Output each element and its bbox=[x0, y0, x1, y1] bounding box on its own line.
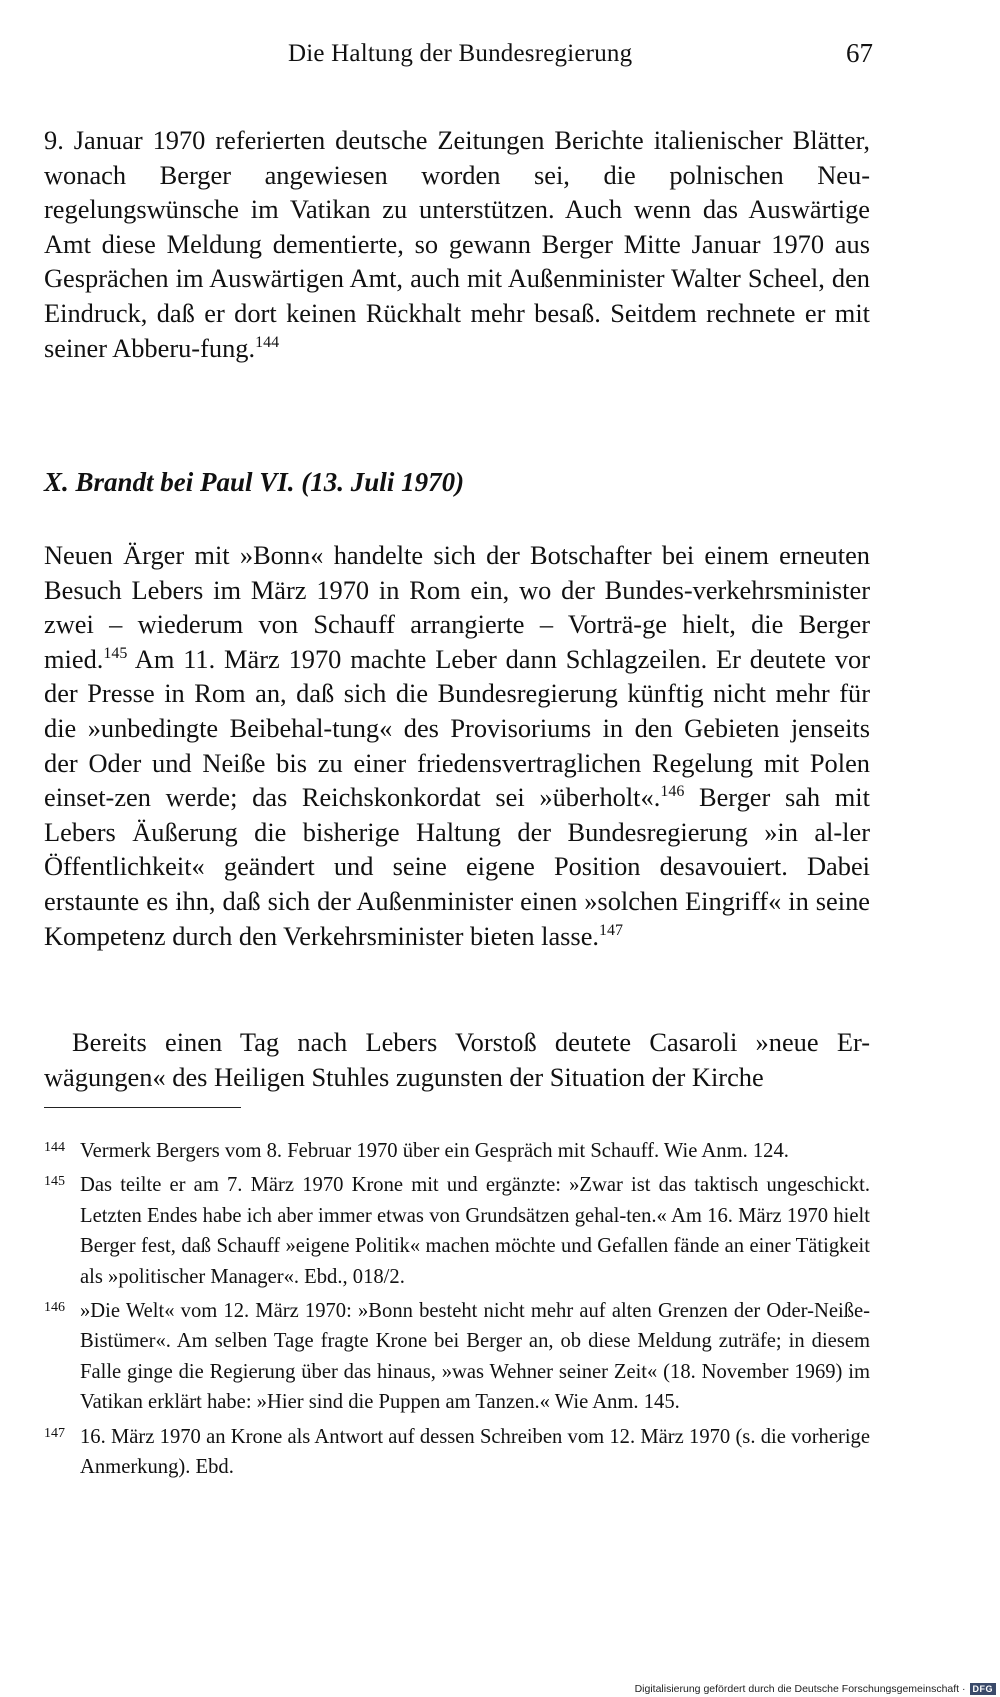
footnote-text: Das teilte er am 7. März 1970 Krone mit und ergänzte: »Zwar ist das taktisch ungeschickt. Letzten Endes habe ich aber immer etwas von Grundsätzen gehal-ten.« Am 16. März 1970 hielt Berger fest, daß Schauff »eigene Politik« machen möchte und Gefallen fände an einer Tätigkeit als »politischer Manager«. Ebd., 018/2. bbox=[80, 1174, 870, 1288]
footnote-divider bbox=[44, 1107, 241, 1108]
running-head bbox=[40, 40, 875, 74]
footnote-text: Vermerk Bergers vom 8. Februar 1970 über ein Gespräch mit Schauff. Wie Anm. 124. bbox=[80, 1140, 789, 1162]
footnote-reference: 145 bbox=[103, 644, 128, 662]
footnote-number: 144 bbox=[44, 1140, 65, 1155]
paragraph-text: Neuen Ärger mit »Bonn« handelte sich der Botschafter bei einem erneuten Besuch Lebers im März 1970 in Rom ein, wo der Bundes-verkehrsminister zwei – wiederum von Schauff arrangierte – Vorträ-ge hielt, die Berger mied. bbox=[44, 540, 870, 674]
footnote-text: »Die Welt« vom 12. März 1970: »Bonn besteht nicht mehr auf alten Grenzen der Oder-Neiße-Bistümer«. Am selben Tage fragte Krone bei Berger an, ob diese Meldung zuträfe; in diesem Falle ginge die Regierung über das hinaus, »was Wehner seiner Zeit« (18. November 1969) im Vatikan erklärt habe: »Hier sind die Puppen am Tanzen.« Wie Anm. 145. bbox=[80, 1300, 870, 1414]
dfg-logo-icon: DFG bbox=[970, 1683, 997, 1695]
paragraph-text: Berger sah mit Lebers Äußerung die bisherige Haltung der Bundesregierung »in al-ler Öffentlichkeit« geändert und seine eigene Position desavouiert. Dabei erstaunte es ihn, daß sich der Außenminister einen »solchen Eingriff« in seine Kompetenz durch den Verkehrsminister bieten lasse. bbox=[44, 782, 870, 951]
footnote bbox=[44, 1296, 870, 1418]
page-number: 67 bbox=[846, 38, 873, 68]
paragraph-text: Am 11. März 1970 machte Leber dann Schlagzeilen. Er deutete vor der Presse in Rom an, daß sich die Bundesregierung künftig nicht mehr für die »unbedingte Beibehal-tung« des Provisoriums in den Gebieten jenseits der Oder und Neiße bis zu einer friedensvertraglichen Regelung mit Polen einset-zen werde; das Reichskonkordat sei »überholt«. bbox=[44, 643, 870, 813]
digitization-note: Digitalisierung gefördert durch die Deutsche Forschungsgemeinschaft · bbox=[634, 1683, 966, 1695]
paragraph-text: 9. Januar 1970 referierten deutsche Zeitungen Berichte italienischer Blätter, wonach Berger angewiesen worden sei, die polnischen Neu-regelungswünsche im Vatikan zu unterstützen. Auch wenn das Auswärtige Amt diese Meldung dementierte, so gewann Berger Mitte Januar 1970 aus Gesprächen im Auswärtigen Amt, auch mit Außenminister Walter Scheel, den Eindruck, daß er dort keinen Rückhalt mehr besaß. Seitdem rechnete er mit seiner Abberu-fung. bbox=[44, 125, 870, 363]
footnote bbox=[44, 1422, 870, 1483]
footnotes bbox=[44, 1136, 870, 1486]
footnote-number: 145 bbox=[44, 1174, 65, 1190]
paragraph bbox=[44, 538, 870, 953]
footnote-number: 147 bbox=[44, 1425, 65, 1441]
footnote-number: 146 bbox=[44, 1300, 65, 1316]
section-heading: X. Brandt bei Paul VI. (13. Juli 1970) bbox=[44, 467, 465, 497]
footnote-text: 16. März 1970 an Krone als Antwort auf dessen Schreiben vom 12. März 1970 (s. die vorherige Anmerkung). Ebd. bbox=[80, 1425, 870, 1479]
running-head-title: Die Haltung der Bundesregierung bbox=[288, 40, 633, 67]
paragraph-continuation bbox=[44, 123, 870, 365]
footnote bbox=[44, 1136, 870, 1166]
paragraph bbox=[44, 1025, 870, 1094]
paragraph-text: Bereits einen Tag nach Lebers Vorstoß deutete Casaroli »neue Er-wägungen« des Heiligen Stuhles zugunsten der Situation der Kirche bbox=[44, 1027, 870, 1092]
footnote bbox=[44, 1170, 870, 1292]
digitization-credit bbox=[635, 1683, 996, 1695]
footnote-reference: 147 bbox=[599, 921, 624, 939]
footnote-reference: 144 bbox=[255, 333, 280, 351]
footnote-reference: 146 bbox=[660, 783, 685, 801]
